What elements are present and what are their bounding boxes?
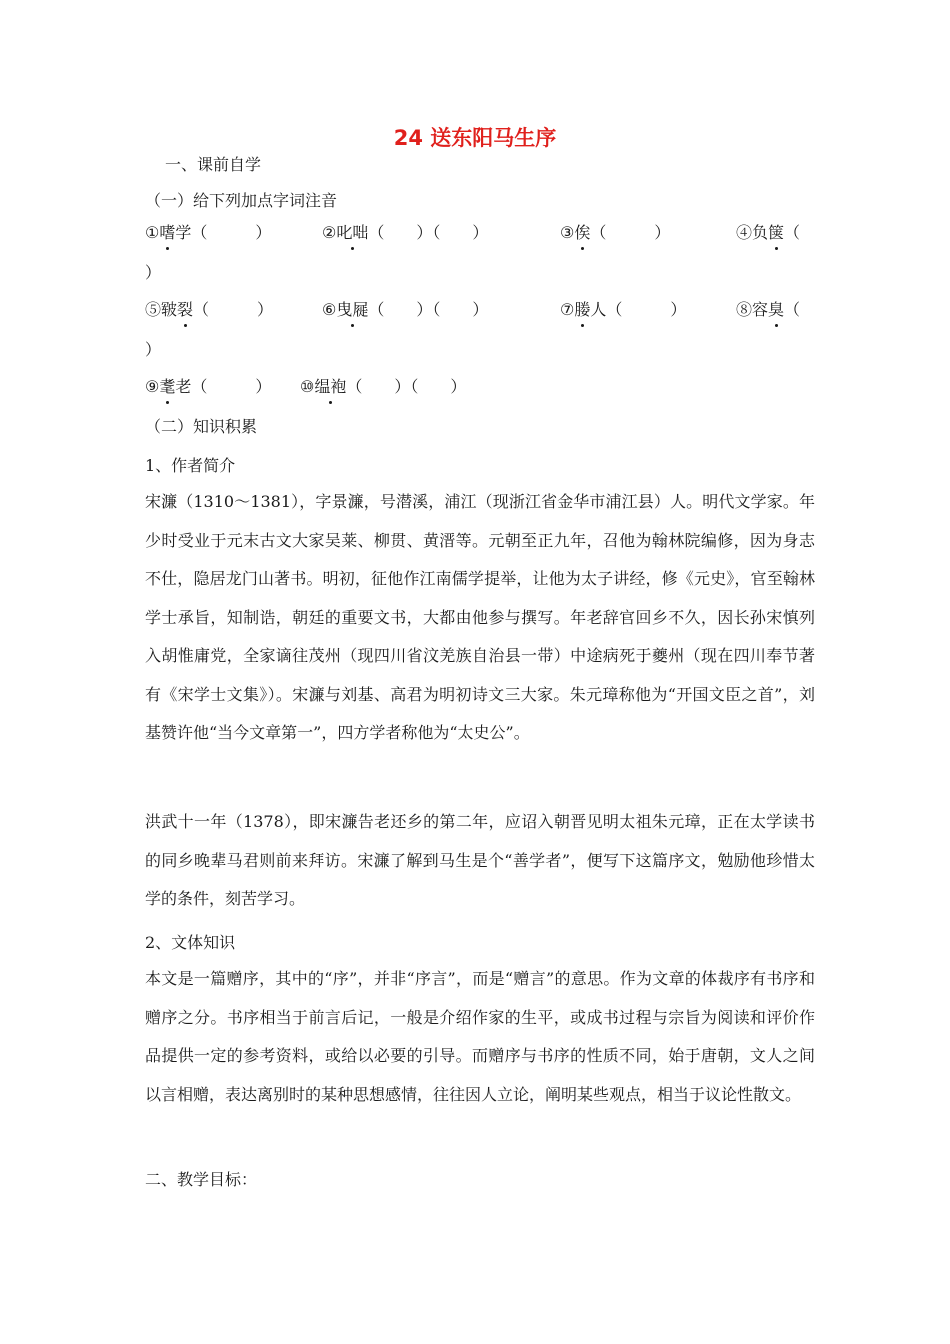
pinyin-close-paren-1: ） xyxy=(145,263,162,282)
dotted-char: 曳屣 xyxy=(336,300,369,319)
dotted-char: 缊袍 xyxy=(314,377,347,396)
item-rest: （ ）（ ） xyxy=(368,223,489,242)
item-number: ⑩ xyxy=(300,377,315,396)
pinyin-item-2 xyxy=(322,222,488,244)
page-title: 24 送东阳马生序 xyxy=(393,126,557,150)
section-heading-teaching-goals: 二、教学目标： xyxy=(145,1170,258,1189)
dotted-char: 嗜 xyxy=(159,223,176,242)
dotted-char: 叱咄 xyxy=(336,223,369,242)
pinyin-close-paren-2: ） xyxy=(145,340,162,359)
pinyin-item-7 xyxy=(560,299,686,321)
dotted-char: 耄 xyxy=(159,377,176,396)
item-pre: 皲 xyxy=(161,300,178,319)
item-number: ⑦ xyxy=(560,300,575,319)
pinyin-item-9 xyxy=(145,376,271,398)
pinyin-item-6 xyxy=(322,299,488,321)
item-number: ① xyxy=(145,223,160,242)
item-pre: 负 xyxy=(752,223,769,242)
item-number: ② xyxy=(322,223,337,242)
dotted-char: 俟 xyxy=(574,223,591,242)
item-number: ⑥ xyxy=(322,300,337,319)
item-rest: （ xyxy=(784,223,801,242)
heading-author-intro: 1、作者简介 xyxy=(145,456,236,475)
item-number: ⑨ xyxy=(145,377,160,396)
pinyin-item-1 xyxy=(145,222,271,244)
dotted-char: 箧 xyxy=(768,223,785,242)
subheading-pinyin: （一）给下列加点字词注音 xyxy=(145,191,338,210)
item-rest: （ ） xyxy=(193,300,274,319)
item-rest: （ ）（ ） xyxy=(368,300,489,319)
item-pre: 容 xyxy=(752,300,769,319)
dotted-char: 裂 xyxy=(177,300,194,319)
item-number: ⑤ xyxy=(145,300,162,319)
pinyin-item-8 xyxy=(736,299,800,321)
subheading-knowledge: （二）知识积累 xyxy=(145,417,258,436)
pinyin-item-3 xyxy=(560,222,670,244)
item-number: ④ xyxy=(736,223,753,242)
heading-genre: 2、文体知识 xyxy=(145,933,236,952)
item-rest: （ xyxy=(784,300,801,319)
pinyin-item-5 xyxy=(145,299,273,321)
dotted-char: 臭 xyxy=(768,300,785,319)
item-number: ③ xyxy=(560,223,575,242)
item-rest: 学（ ） xyxy=(175,223,272,242)
item-rest: （ ） xyxy=(590,223,671,242)
item-rest: 人（ ） xyxy=(590,300,687,319)
pinyin-item-10 xyxy=(300,376,466,398)
item-number: ⑧ xyxy=(736,300,753,319)
pinyin-item-4 xyxy=(736,222,800,244)
item-rest: （ ）（ ） xyxy=(346,377,467,396)
author-paragraph-1: 宋濂（1310～1381），字景濂，号潜溪，浦江（现浙江省金华市浦江县）人。明代文学家。年少时受业于元末古文大家吴莱、柳贯、黄溍等。元朝至正九年，召他为翰林院编修，因为身志不仕，隐居龙门山著书。明初，征他作江南儒学提举，让他为太子讲经，修《元史》，官至翰林学士承旨，知制诰，朝廷的重要文书，大都由他参与撰写。年老辞官回乡不久，因长孙宋慎列入胡惟庸党，全家谪往茂州（现四川省汶羌族自治县一带）中途病死于夔州（现在四川奉节著有《宋学士文集》）。宋濂与刘基、高君为明初诗文三大家。朱元璋称他为“开国文臣之首”，刘基赞许他“当今文章第一”，四方学者称他为“太史公”。 xyxy=(145,492,815,742)
item-rest: 老（ ） xyxy=(175,377,272,396)
dotted-char: 媵 xyxy=(574,300,591,319)
section-heading-self-study: 一、课前自学 xyxy=(165,155,262,174)
genre-paragraph: 本文是一篇赠序，其中的“序”，并非“序言”，而是“赠言”的意思。作为文章的体裁序有书序和赠序之分。书序相当于前言后记，一般是介绍作家的生平，或成书过程与宗旨为阅读和评价作品提供一定的参考资料，或给以必要的引导。而赠序与书序的性质不同，始于唐朝，文人之间以言相赠，表达离别时的某种思想感情，往往因人立论，阐明某些观点，相当于议论性散文。 xyxy=(145,969,815,1104)
author-paragraph-2: 洪武十一年（1378），即宋濂告老还乡的第二年，应诏入朝晋见明太祖朱元璋，正在太学读书的同乡晚辈马君则前来拜访。宋濂了解到马生是个“善学者”，便写下这篇序文，勉励他珍惜太学的条件，刻苦学习。 xyxy=(145,812,815,908)
